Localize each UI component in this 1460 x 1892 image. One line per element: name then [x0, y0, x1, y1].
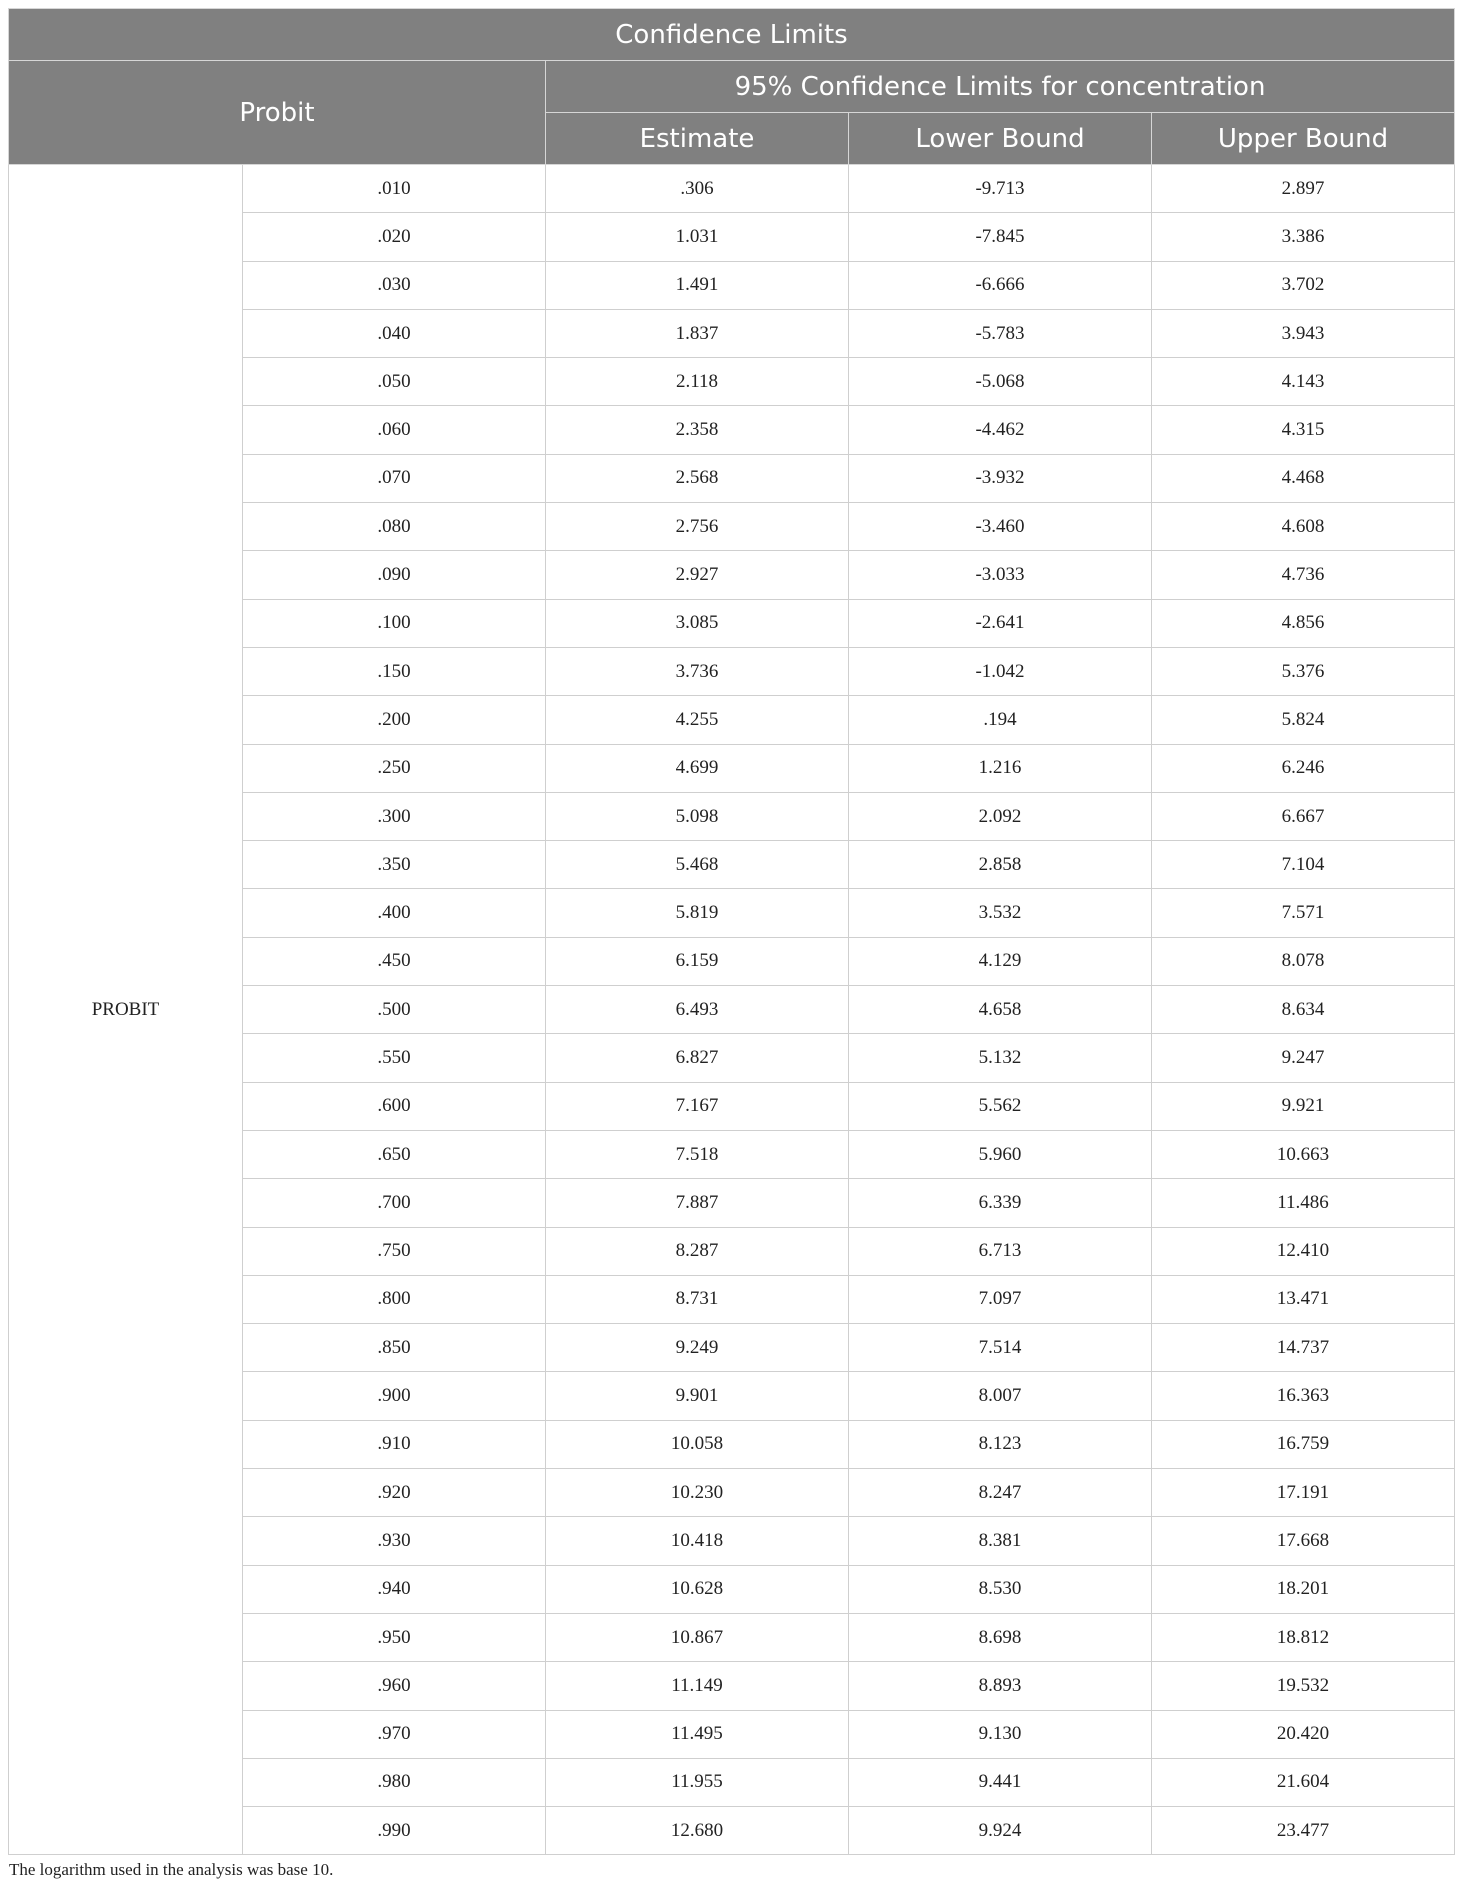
estimate-cell: 9.901	[546, 1372, 849, 1420]
estimate-cell: 9.249	[546, 1324, 849, 1372]
table-body	[9, 165, 1455, 1855]
probit-cell: .900	[243, 1372, 546, 1420]
lower-bound-cell: 8.698	[849, 1613, 1152, 1661]
upper-bound-cell: 8.078	[1152, 937, 1455, 985]
lower-bound-cell: -7.845	[849, 213, 1152, 261]
upper-bound-cell: 4.468	[1152, 454, 1455, 502]
upper-bound-cell: 18.201	[1152, 1565, 1455, 1613]
lower-bound-cell: 4.658	[849, 986, 1152, 1034]
lower-bound-cell: 4.129	[849, 937, 1152, 985]
upper-bound-cell: 18.812	[1152, 1613, 1455, 1661]
lower-bound-cell: -3.460	[849, 503, 1152, 551]
probit-cell: .950	[243, 1613, 546, 1661]
upper-bound-cell: 10.663	[1152, 1130, 1455, 1178]
lower-bound-cell: 8.893	[849, 1662, 1152, 1710]
lower-bound-cell: -2.641	[849, 599, 1152, 647]
upper-bound-cell: 7.104	[1152, 841, 1455, 889]
confidence-limits-table-container	[8, 8, 1454, 1880]
upper-bound-cell: 3.386	[1152, 213, 1455, 261]
estimate-cell: 1.491	[546, 261, 849, 309]
upper-bound-cell: 9.247	[1152, 1034, 1455, 1082]
estimate-cell: 5.468	[546, 841, 849, 889]
estimate-cell: 5.819	[546, 889, 849, 937]
probit-cell: .990	[243, 1807, 546, 1855]
estimate-cell: 11.495	[546, 1710, 849, 1758]
upper-bound-cell: 23.477	[1152, 1807, 1455, 1855]
probit-cell: .010	[243, 165, 546, 213]
lower-bound-cell: 1.216	[849, 744, 1152, 792]
lower-bound-cell: 7.514	[849, 1324, 1152, 1372]
probit-cell: .600	[243, 1082, 546, 1130]
upper-bound-cell: 5.824	[1152, 696, 1455, 744]
lower-bound-cell: 6.713	[849, 1227, 1152, 1275]
estimate-cell: 6.827	[546, 1034, 849, 1082]
upper-bound-cell: 4.608	[1152, 503, 1455, 551]
upper-bound-cell: 8.634	[1152, 986, 1455, 1034]
upper-bound-cell: 3.943	[1152, 309, 1455, 357]
estimate-cell: 3.736	[546, 647, 849, 695]
lower-bound-cell: 9.441	[849, 1758, 1152, 1806]
upper-bound-cell: 5.376	[1152, 647, 1455, 695]
upper-bound-cell: 9.921	[1152, 1082, 1455, 1130]
lower-bound-cell: 2.858	[849, 841, 1152, 889]
upper-bound-cell: 19.532	[1152, 1662, 1455, 1710]
probit-cell: .910	[243, 1420, 546, 1468]
upper-bound-cell: 6.246	[1152, 744, 1455, 792]
probit-cell: .940	[243, 1565, 546, 1613]
probit-cell: .700	[243, 1179, 546, 1227]
upper-bound-cell: 12.410	[1152, 1227, 1455, 1275]
lower-bound-cell: 2.092	[849, 792, 1152, 840]
probit-cell: .070	[243, 454, 546, 502]
confidence-limits-header: 95% Confidence Limits for concentration	[546, 61, 1455, 113]
upper-bound-cell: 4.315	[1152, 406, 1455, 454]
lower-bound-header: Lower Bound	[849, 113, 1152, 165]
lower-bound-cell: -4.462	[849, 406, 1152, 454]
probit-cell: .850	[243, 1324, 546, 1372]
estimate-cell: 7.518	[546, 1130, 849, 1178]
probit-cell: .500	[243, 986, 546, 1034]
estimate-cell: 10.058	[546, 1420, 849, 1468]
lower-bound-cell: -9.713	[849, 165, 1152, 213]
confidence-limits-table	[8, 8, 1455, 1855]
probit-cell: .250	[243, 744, 546, 792]
lower-bound-cell: 5.132	[849, 1034, 1152, 1082]
probit-cell: .400	[243, 889, 546, 937]
estimate-cell: 1.837	[546, 309, 849, 357]
lower-bound-cell: 9.924	[849, 1807, 1152, 1855]
upper-bound-cell: 20.420	[1152, 1710, 1455, 1758]
lower-bound-cell: .194	[849, 696, 1152, 744]
probit-cell: .050	[243, 358, 546, 406]
upper-bound-cell: 13.471	[1152, 1275, 1455, 1323]
estimate-cell: 4.699	[546, 744, 849, 792]
estimate-cell: .306	[546, 165, 849, 213]
estimate-cell: 7.167	[546, 1082, 849, 1130]
estimate-cell: 1.031	[546, 213, 849, 261]
estimate-cell: 2.756	[546, 503, 849, 551]
probit-cell: .930	[243, 1517, 546, 1565]
estimate-cell: 11.149	[546, 1662, 849, 1710]
estimate-cell: 12.680	[546, 1807, 849, 1855]
upper-bound-cell: 17.191	[1152, 1469, 1455, 1517]
upper-bound-cell: 6.667	[1152, 792, 1455, 840]
upper-bound-cell: 4.143	[1152, 358, 1455, 406]
probit-cell: .550	[243, 1034, 546, 1082]
probit-cell: .300	[243, 792, 546, 840]
upper-bound-cell: 17.668	[1152, 1517, 1455, 1565]
probit-cell: .350	[243, 841, 546, 889]
upper-bound-cell: 7.571	[1152, 889, 1455, 937]
estimate-cell: 10.867	[546, 1613, 849, 1661]
probit-cell: .020	[243, 213, 546, 261]
estimate-cell: 6.493	[546, 986, 849, 1034]
estimate-cell: 10.230	[546, 1469, 849, 1517]
upper-bound-cell: 4.736	[1152, 551, 1455, 599]
upper-bound-header: Upper Bound	[1152, 113, 1455, 165]
lower-bound-cell: 6.339	[849, 1179, 1152, 1227]
upper-bound-cell: 11.486	[1152, 1179, 1455, 1227]
lower-bound-cell: -6.666	[849, 261, 1152, 309]
estimate-cell: 2.118	[546, 358, 849, 406]
lower-bound-cell: 9.130	[849, 1710, 1152, 1758]
probit-cell: .060	[243, 406, 546, 454]
estimate-cell: 10.628	[546, 1565, 849, 1613]
table-row	[9, 165, 1455, 213]
probit-cell: .650	[243, 1130, 546, 1178]
lower-bound-cell: -3.932	[849, 454, 1152, 502]
probit-cell: .040	[243, 309, 546, 357]
probit-cell: .920	[243, 1469, 546, 1517]
estimate-cell: 4.255	[546, 696, 849, 744]
upper-bound-cell: 21.604	[1152, 1758, 1455, 1806]
lower-bound-cell: 8.530	[849, 1565, 1152, 1613]
upper-bound-cell: 14.737	[1152, 1324, 1455, 1372]
probit-cell: .090	[243, 551, 546, 599]
probit-cell: .970	[243, 1710, 546, 1758]
lower-bound-cell: 8.381	[849, 1517, 1152, 1565]
group-label: PROBIT	[9, 165, 243, 1855]
estimate-cell: 6.159	[546, 937, 849, 985]
lower-bound-cell: -3.033	[849, 551, 1152, 599]
table-title: Confidence Limits	[9, 9, 1455, 61]
upper-bound-cell: 4.856	[1152, 599, 1455, 647]
probit-header: Probit	[9, 61, 546, 165]
upper-bound-cell: 16.759	[1152, 1420, 1455, 1468]
lower-bound-cell: 8.123	[849, 1420, 1152, 1468]
estimate-cell: 8.287	[546, 1227, 849, 1275]
lower-bound-cell: -5.783	[849, 309, 1152, 357]
probit-cell: .150	[243, 647, 546, 695]
estimate-cell: 7.887	[546, 1179, 849, 1227]
estimate-header: Estimate	[546, 113, 849, 165]
estimate-cell: 8.731	[546, 1275, 849, 1323]
estimate-cell: 2.927	[546, 551, 849, 599]
probit-cell: .030	[243, 261, 546, 309]
probit-cell: .200	[243, 696, 546, 744]
estimate-cell: 2.358	[546, 406, 849, 454]
estimate-cell: 11.955	[546, 1758, 849, 1806]
probit-cell: .960	[243, 1662, 546, 1710]
probit-cell: .450	[243, 937, 546, 985]
probit-cell: .800	[243, 1275, 546, 1323]
probit-cell: .100	[243, 599, 546, 647]
lower-bound-cell: 3.532	[849, 889, 1152, 937]
probit-cell: .750	[243, 1227, 546, 1275]
lower-bound-cell: -1.042	[849, 647, 1152, 695]
upper-bound-cell: 2.897	[1152, 165, 1455, 213]
lower-bound-cell: 5.960	[849, 1130, 1152, 1178]
probit-cell: .980	[243, 1758, 546, 1806]
upper-bound-cell: 16.363	[1152, 1372, 1455, 1420]
lower-bound-cell: 5.562	[849, 1082, 1152, 1130]
estimate-cell: 10.418	[546, 1517, 849, 1565]
estimate-cell: 2.568	[546, 454, 849, 502]
probit-cell: .080	[243, 503, 546, 551]
lower-bound-cell: 8.247	[849, 1469, 1152, 1517]
lower-bound-cell: -5.068	[849, 358, 1152, 406]
table-footnote: The logarithm used in the analysis was base 10.	[9, 1860, 334, 1880]
estimate-cell: 5.098	[546, 792, 849, 840]
lower-bound-cell: 8.007	[849, 1372, 1152, 1420]
estimate-cell: 3.085	[546, 599, 849, 647]
lower-bound-cell: 7.097	[849, 1275, 1152, 1323]
upper-bound-cell: 3.702	[1152, 261, 1455, 309]
